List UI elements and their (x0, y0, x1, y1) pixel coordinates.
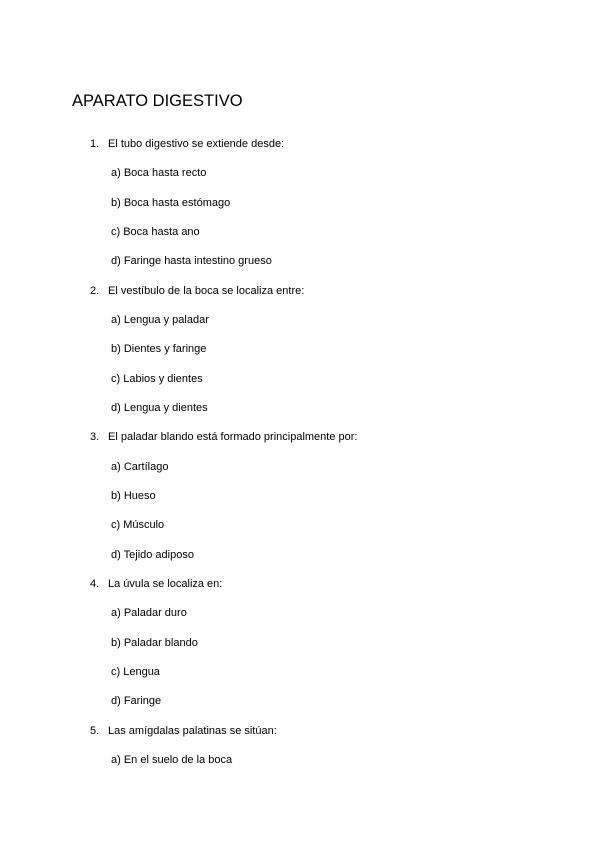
answer-option-text: b) Dientes y faringe (111, 343, 207, 356)
answer-option-text: d) Faringe hasta intestino grueso (111, 255, 272, 268)
question-number: 1. (90, 138, 100, 150)
answer-option-text: b) Paladar blando (111, 636, 198, 649)
answer-option-text: a) Paladar duro (111, 607, 187, 620)
answer-option-text: c) Músculo (111, 519, 165, 532)
answer-option-text: a) Boca hasta recto (111, 167, 207, 180)
question-number: 4. (90, 577, 100, 590)
answer-option-text: a) En el suelo de la boca (111, 753, 233, 766)
answer-option-text: b) Boca hasta estómago (111, 196, 231, 209)
answer-option-text: c) Labios y dientes (111, 372, 203, 385)
document-title: APARATO DIGESTIVO (72, 92, 243, 110)
answer-option-text: a) Lengua y paladar (111, 313, 209, 326)
question-text: El vestíbulo de la boca se localiza entre: (108, 284, 305, 297)
answer-option-text: d) Lengua y dientes (111, 401, 208, 414)
answer-option-text: c) Lengua (111, 665, 160, 678)
question-text: El tubo digestivo se extiende desde: (108, 138, 285, 150)
question-text: El paladar blando está formado principalmente por: (108, 431, 358, 444)
question-number: 3. (90, 431, 100, 444)
answer-option-text: c) Boca hasta ano (111, 225, 200, 238)
question-text: La úvula se localiza en: (108, 577, 223, 590)
answer-option-text: d) Tejido adiposo (111, 548, 194, 561)
answer-option-text: b) Hueso (111, 489, 156, 502)
question-number: 5. (90, 724, 100, 737)
question-text: Las amígdalas palatinas se sitúan: (108, 724, 277, 737)
question-number: 2. (90, 284, 100, 297)
answer-option-text: a) Cartílago (111, 460, 169, 473)
answer-option-text: d) Faringe (111, 695, 162, 708)
